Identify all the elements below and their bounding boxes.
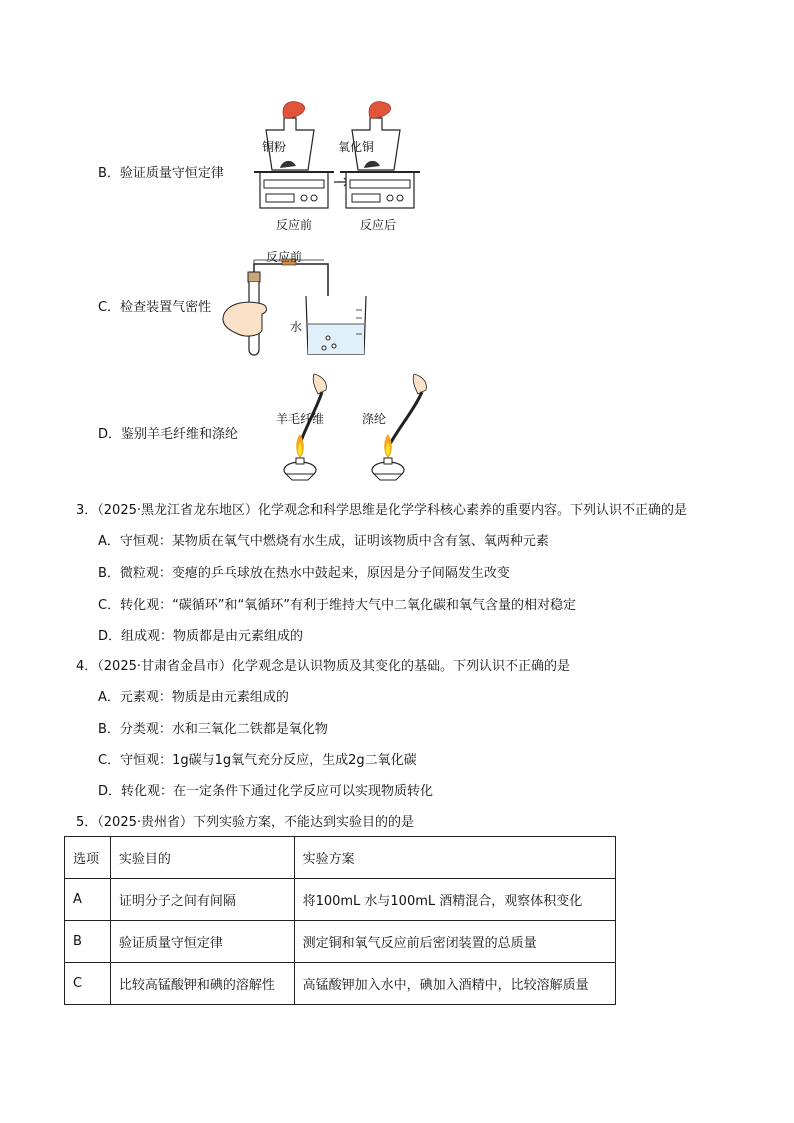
- table-cell: C: [65, 963, 111, 1005]
- table-header-cell: 实验方案: [294, 837, 615, 879]
- after-reaction-label: 反应后: [360, 218, 397, 232]
- table-cell: 将100mL 水与100mL 酒精混合，观察体积变化: [294, 879, 615, 921]
- table-cell: 验证质量守恒定律: [110, 921, 294, 963]
- table-cell: 比较高锰酸钾和碘的溶解性: [110, 963, 294, 1005]
- table-cell: 测定铜和氧气反应前后密闭装置的总质量: [294, 921, 615, 963]
- table-header-cell: 实验目的: [110, 837, 294, 879]
- water-label: 水: [290, 320, 303, 334]
- wool-fiber-caption: 羊毛纤维: [276, 412, 325, 426]
- table-header-row: [65, 837, 616, 879]
- option-b-label: B．验证质量守恒定律: [98, 166, 224, 181]
- question-4-option-c: C．守恒观：1g碳与1g氧气充分反应，生成2g二氧化碳: [98, 753, 417, 768]
- table-row: [65, 921, 616, 963]
- question-3-option-d: D．组成观：物质都是由元素组成的: [98, 629, 304, 644]
- question-4-option-a: A．元素观：物质是由元素组成的: [98, 690, 289, 705]
- polyester-caption: 涤纶: [362, 412, 387, 426]
- copper-powder-caption: 铜粉: [262, 140, 287, 154]
- question-3-option-c: C．转化观：“碳循环”和“氧循环”有利于维持大气中二氧化碳和氧气含量的相对稳定: [98, 598, 577, 613]
- question-3-option-a: A．守恒观：某物质在氧气中燃烧有水生成，证明该物质中含有氢、氧两种元素: [98, 534, 549, 549]
- table-cell: 证明分子之间有间隔: [110, 879, 294, 921]
- question-3-option-b: B．微粒观：变瘪的乒乓球放在热水中鼓起来，原因是分子间隔发生改变: [98, 566, 510, 581]
- table-row: [65, 879, 616, 921]
- question-3-stem: 3．（2025·黑龙江省龙东地区）化学观念和科学思维是化学学科核心素养的重要内容。下列认识不正确的是: [76, 503, 687, 518]
- option-c-label: C．检查装置气密性: [98, 300, 212, 315]
- question-5-stem: 5．（2025·贵州省）下列实验方案，不能达到实验目的的是: [76, 815, 414, 830]
- option-d-label: D．鉴别羊毛纤维和涤纶: [98, 427, 239, 442]
- question-4-option-d: D．转化观：在一定条件下通过化学反应可以实现物质转化: [98, 784, 434, 799]
- table-header-cell: 选项: [65, 837, 111, 879]
- question-4-option-b: B．分类观：水和三氧化二铁都是氧化物: [98, 722, 328, 737]
- copper-oxide-caption: 氧化铜: [338, 140, 375, 154]
- table-cell: A: [65, 879, 111, 921]
- experiment-table: [64, 836, 616, 1005]
- table-cell: 高锰酸钾加入水中，碘加入酒精中，比较溶解质量: [294, 963, 615, 1005]
- table-row: [65, 963, 616, 1005]
- question-4-stem: 4．（2025·甘肃省金昌市）化学观念是认识物质及其变化的基础。下列认识不正确的是: [76, 659, 570, 674]
- tube-label: 反应前: [266, 250, 303, 264]
- airtightness-figure: [216, 250, 372, 362]
- before-reaction-label: 反应前: [276, 218, 313, 232]
- table-cell: B: [65, 921, 111, 963]
- mass-conservation-figure: [240, 100, 440, 236]
- fiber-burning-figure: [278, 374, 438, 486]
